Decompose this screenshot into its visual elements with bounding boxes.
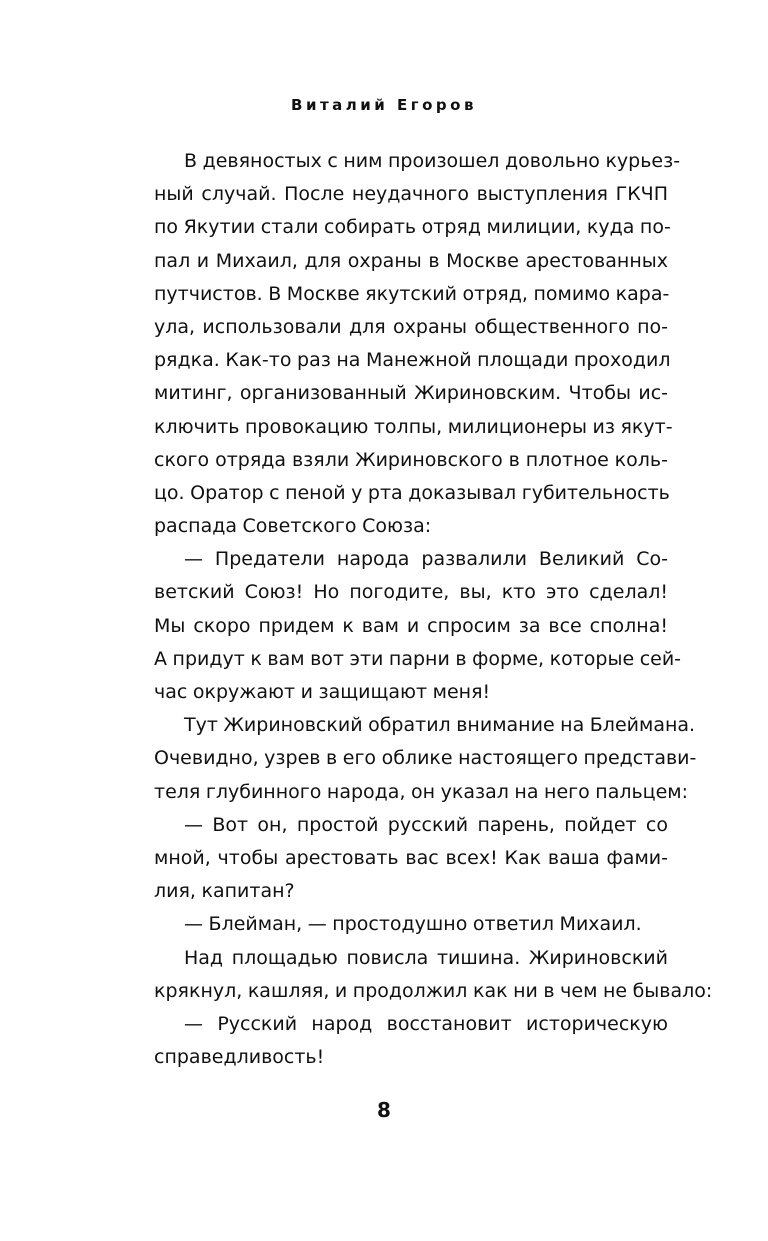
- text-line: ветский Союз! Но погодите, вы, кто это сделал!: [154, 581, 668, 604]
- body-text: [154, 145, 713, 1074]
- text-line: А придут к вам вот эти парни в форме, которые сей-: [154, 647, 682, 670]
- text-line: митинг, организованный Жириновским. Чтобы ис-: [154, 382, 668, 405]
- text-line: рядка. Как-то раз на Манежной площади проходил: [154, 349, 671, 372]
- text-line: цо. Оратор с пеной у рта доказывал губительность: [154, 481, 670, 504]
- text-line: — Блейман, — простодушно ответил Михаил.: [184, 913, 642, 936]
- text-line: пал и Михаил, для охраны в Москве арестованных: [154, 249, 668, 272]
- text-line: мной, чтобы арестовать вас всех! Как ваша фами-: [154, 846, 668, 869]
- text-line: — Русский народ восстановит историческую: [184, 1012, 668, 1035]
- text-line: теля глубинного народа, он указал на него пальцем:: [154, 780, 689, 803]
- text-line: лия, капитан?: [154, 880, 295, 903]
- text-line: ского отряда взяли Жириновского в плотное коль-: [154, 448, 668, 471]
- text-line: путчистов. В Москве якутский отряд, помимо кара-: [154, 282, 670, 305]
- text-line: — Вот он, простой русский парень, пойдет со: [184, 813, 668, 836]
- text-line: по Якутии стали собирать отряд милиции, куда по-: [154, 216, 671, 239]
- text-line: Над площадью повисла тишина. Жириновский: [184, 946, 668, 969]
- text-line: крякнул, кашляя, и продолжил как ни в чем не бывало:: [154, 979, 713, 1002]
- running-head-author: Виталий Егоров: [291, 96, 477, 114]
- text-line: — Предатели народа развалили Великий Со-: [184, 548, 668, 571]
- text-line: час окружают и защищают меня!: [154, 681, 491, 703]
- text-line: Мы скоро придем к вам и спросим за все сполна!: [154, 614, 668, 637]
- text-line: Тут Жириновский обратил внимание на Блеймана.: [184, 714, 696, 737]
- text-line: распада Советского Союза:: [154, 515, 432, 538]
- text-line: В девяностых с ним произошел довольно курьез-: [184, 150, 681, 172]
- text-line: ный случай. После неудачного выступления ГКЧП: [154, 183, 668, 206]
- text-line: справедливость!: [154, 1046, 325, 1069]
- page-number: 8: [377, 1098, 391, 1122]
- text-line: ключить провокацию толпы, милиционеры из якут-: [154, 415, 673, 438]
- text-line: ула, использовали для охраны общественного по-: [154, 315, 668, 338]
- text-line: Очевидно, узрев в его облике настоящего представи-: [154, 747, 697, 770]
